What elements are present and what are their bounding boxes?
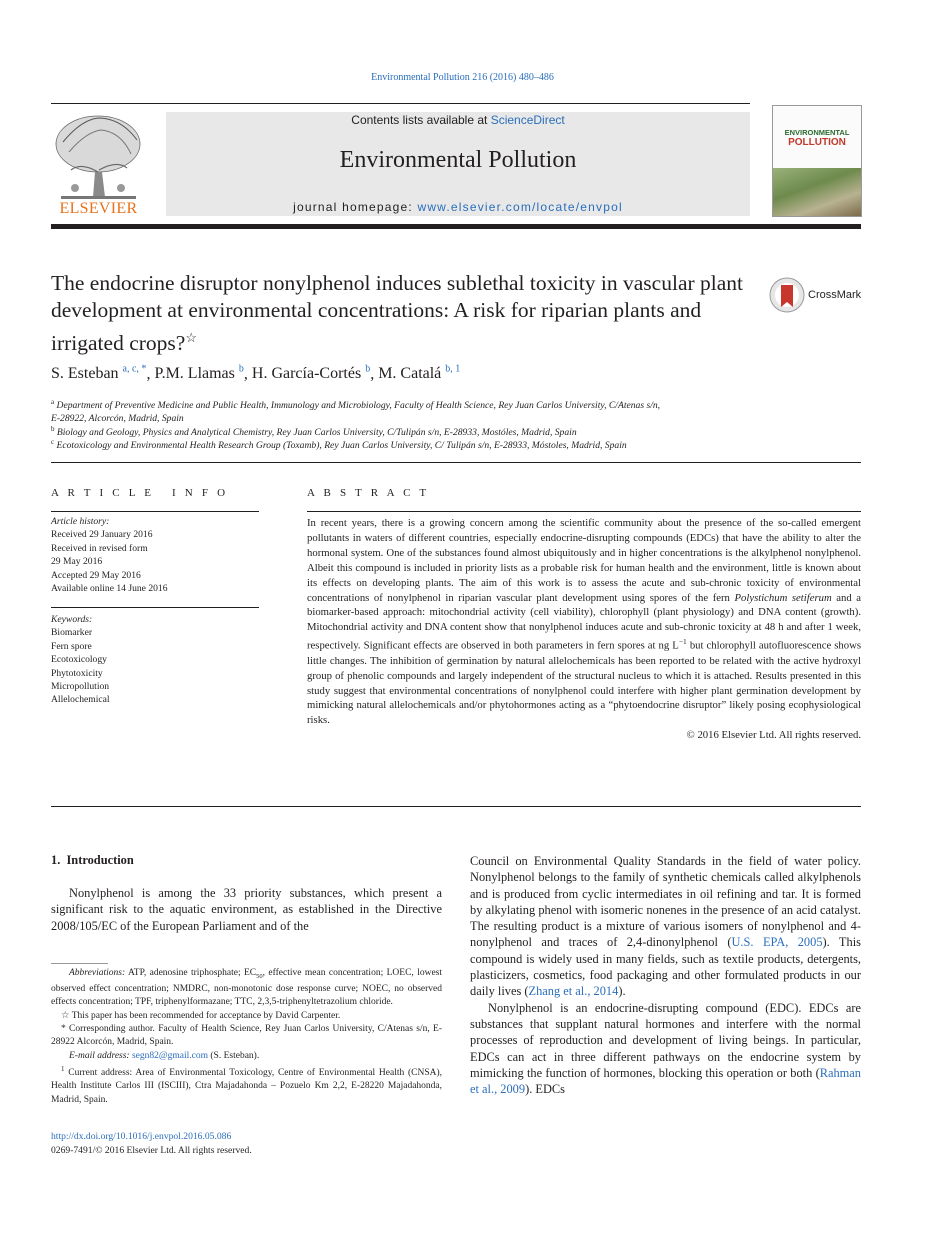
affiliation-divider: [51, 462, 861, 463]
elsevier-wordmark: ELSEVIER: [59, 200, 138, 217]
section-heading-introduction: 1. Introduction: [51, 853, 134, 867]
title-footnote-star[interactable]: ☆: [185, 330, 197, 345]
article-history-label: Article history:: [51, 516, 110, 527]
history-item: 29 May 2016: [51, 556, 103, 568]
email-link[interactable]: segn82@gmail.com: [131, 1050, 209, 1061]
keyword: Biomarker: [51, 627, 93, 639]
abstract-rule: [307, 511, 861, 512]
journal-title: Environmental Pollution: [339, 147, 577, 173]
article-info-rule: [51, 511, 259, 512]
journal-homepage-line: [166, 200, 750, 214]
author[interactable]: P.M. Llamas $^b$: [154, 364, 244, 383]
species-name: Polystichum setiferum: [734, 591, 832, 604]
homepage-prefix: journal homepage:: [293, 200, 418, 214]
abstract-heading: A B S T R A C T: [307, 487, 430, 499]
history-item: Received 29 January 2016: [51, 529, 153, 541]
reference-link[interactable]: Zhang et al., 2014: [528, 984, 619, 999]
contents-line: [166, 113, 750, 127]
journal-cover-image[interactable]: [772, 105, 862, 217]
intro-paragraph: Council on Environmental Quality Standards in the field of water policy. Nonylphenol belongs to the family of synthetic chemicals called alkylphenols and is produced from cyclic intermediates in oil refining and tar. It is formed by alkylating phenol with isomeric nonenes in the presence of an acid catalyst. The resulting product is a mixture of various isomers of nonylphenol and 4-nonylphenol and traces of 2,4-dinonylphenol (U.S. EPA, 2005). This compound is widely used in many fields, such as textile products, detergents, plasticizers, cosmetics, food packaging and other formulated products in our daily lives (Zhang et al., 2014).: [470, 854, 861, 999]
affiliation-b: $^b$ Biology and Geology, Physics and Analytical Chemistry, Rey Juan Carlos University, C/Tulipán s/n, E-28933, Mostóles, Madrid, Spain: [51, 425, 577, 439]
keyword: Fern spore: [51, 640, 92, 652]
history-item: Received in revised form: [51, 542, 148, 554]
header-top-rule: [51, 103, 750, 104]
abstract-bottom-rule: [51, 806, 861, 807]
author[interactable]: H. García-Cortés $^b$: [251, 364, 371, 383]
intro-left-column: [51, 885, 442, 934]
keyword: Phytotoxicity: [51, 667, 103, 679]
footnote-current-address: $^1$ Current address: Area of Environmental Toxicology, Centre of Environmental Health (CNSA), Health Institute Carlos III (ISCIII), Ctra Majadahonda – Pozuelo Km 2,2, E-28220 Majadahonda, Madrid, Spain.: [51, 1064, 443, 1105]
footnote-email: E-mail address: segn82@gmail.com (S. Esteban).: [69, 1050, 260, 1061]
elsevier-tree-icon: [51, 112, 146, 202]
keyword: Micropollution: [51, 681, 110, 693]
article-history: [51, 515, 259, 595]
keyword: Ecotoxicology: [51, 654, 107, 666]
footnote-divider: [51, 963, 108, 964]
footnote-abbreviations: Abbreviations: ATP, adenosine triphosphate; $EC_{50}$, effective mean concentration; LOEC, lowest observed effect concentration; NMDRC, non-monotonic dose response curve; NOEC, no observed effects concentration; TPF, triphenylformazane; TTC, 2,3,5-triphenyltetrazolium chloride.: [51, 968, 442, 1008]
crossmark-icon: [769, 277, 805, 313]
history-item: Available online 14 June 2016: [51, 583, 168, 595]
crossmark-badge[interactable]: [769, 277, 864, 313]
keywords: [51, 613, 259, 707]
affiliation-c: $^c$ Ecotoxicology and Environmental Health Research Group (Toxamb), Rey Juan Carlos University, C/ Tulipán s/n, E-28933, Móstoles, Madrid, Spain: [51, 438, 627, 452]
keywords-rule: [51, 607, 259, 608]
abstract-copyright: © 2016 Elsevier Ltd. All rights reserved.: [686, 729, 861, 742]
sciencedirect-link[interactable]: ScienceDirect: [490, 113, 565, 127]
elsevier-logo[interactable]: [51, 112, 146, 216]
cover-title-line2: POLLUTION: [788, 137, 846, 148]
doi-link[interactable]: http://dx.doi.org/10.1016/j.envpol.2016.05.086: [51, 1131, 232, 1142]
keywords-label: Keywords:: [51, 614, 93, 625]
issn-line: 0269-7491/© 2016 Elsevier Ltd. All rights reserved.: [51, 1145, 252, 1156]
reference-link[interactable]: Rahman et al., 2009: [470, 1065, 861, 1097]
intro-paragraph: Nonylphenol is an endocrine-disrupting compound (EDC). EDCs are substances that supplant natural hormones and interfere with the normal processes of reproduction and development of living beings. In particular, EDCs can act in three different pathways on the endocrine system by mimicking the function of hormones, blocking this operation or both (Rahman et al., 2009). EDCs: [470, 1000, 861, 1097]
history-item: Accepted 29 May 2016: [51, 569, 141, 581]
author-list: S. Esteban $^{a, c, *}$, P.M. Llamas $^b$, H. García-Cortés $^b$, M. Catalá $^{b, 1}$: [51, 364, 461, 383]
article-info-heading: A R T I C L E I N F O: [51, 487, 229, 499]
article-title-text: The endocrine disruptor nonylphenol induces sublethal toxicity in vascular plant development at environmental concentrations: A risk for riparian plants and irrigated crops?: [51, 271, 744, 356]
homepage-link[interactable]: www.elsevier.com/locate/envpol: [417, 200, 623, 214]
footnote-star: ☆ This paper has been recommended for acceptance by David Carpenter.: [61, 1010, 341, 1021]
journal-citation[interactable]: Environmental Pollution 216 (2016) 480–486: [371, 72, 554, 83]
cover-artwork: [773, 168, 861, 216]
cover-title-line1: ENVIRONMENTAL: [784, 128, 850, 137]
author[interactable]: S. Esteban $^{a, c, *}$: [51, 364, 147, 383]
keyword: Allelochemical: [51, 694, 110, 706]
affiliation-a: $^a$ Department of Preventive Medicine and Public Health, Immunology and Microbiology, Faculty of Health Science, Rey Juan Carlos University, C/Atenas s/n, E-28922, Alcorcón, Madrid, Spain: [51, 398, 661, 425]
abstract-text: In recent years, there is a growing concern among the scientific community about the presence of the so-called emergent pollutants in waters of different countries, especially endocrine-disrupting compounds (EDCs) that have the ability to alter the hormonal system. One of the substances found almost ubiquitously and in higher concentrations is the alkylphenol nonylphenol. Albeit this compound is included in priority lists as a probable risk for human health and the environment, little is known about its effects on developing plants. The aim of this work is to assess the acute and sub-chronic toxicity of environmental concentrations of nonylphenol in riparian vascular plant development using spores of the fern Polystichum setiferum and a biomarker-based approach: mitochondrial activity (cell viability), chlorophyll (plant physiology) and DNA content (growth). Mitochondrial activity and DNA content show that nonylphenol induces acute and sub-chronic toxicity at 48 h and after 1 week, respectively. Significant effects are observed in both parameters in fern spores at ng $L^{-1}$ but chlorophyll autofluorescence shows little changes. The inhibition of germination by natural allelochemicals has been reported to be related with the active hydroxyl group of phenolic compounds and largely independent of the structural nucleus to which it is attached. Results presented in this study suggest that environmental concentrations of nonylphenol could interfere with higher plant germination development by mimicking natural allelochemicals and/or phytohormones acting as a “phytoendocrine disruptor” likely posing ecophysiological risks. © 2016 Elsevier Ltd. All rights reserved.: [307, 517, 861, 742]
header-thick-rule: [51, 224, 861, 229]
contents-prefix: Contents lists available at: [351, 113, 491, 127]
footnote-corresponding: * Corresponding author. Faculty of Health Science, Rey Juan Carlos University, C/Atenas s/n, E-28922 Alcorcón, Madrid, Spain.: [51, 1024, 442, 1048]
author[interactable]: M. Catalá $^{b, 1}$: [378, 364, 461, 383]
intro-right-column: [470, 853, 861, 1097]
article-title: [51, 270, 751, 357]
crossmark-label: CrossMark: [808, 289, 862, 301]
intro-paragraph: Nonylphenol is among the 33 priority substances, which present a significant risk to the aquatic environment, as established in the Directive 2008/105/EC of the European Parliament and of the: [51, 886, 442, 933]
reference-link[interactable]: U.S. EPA, 2005: [731, 935, 823, 950]
footnotes: [51, 967, 442, 1107]
